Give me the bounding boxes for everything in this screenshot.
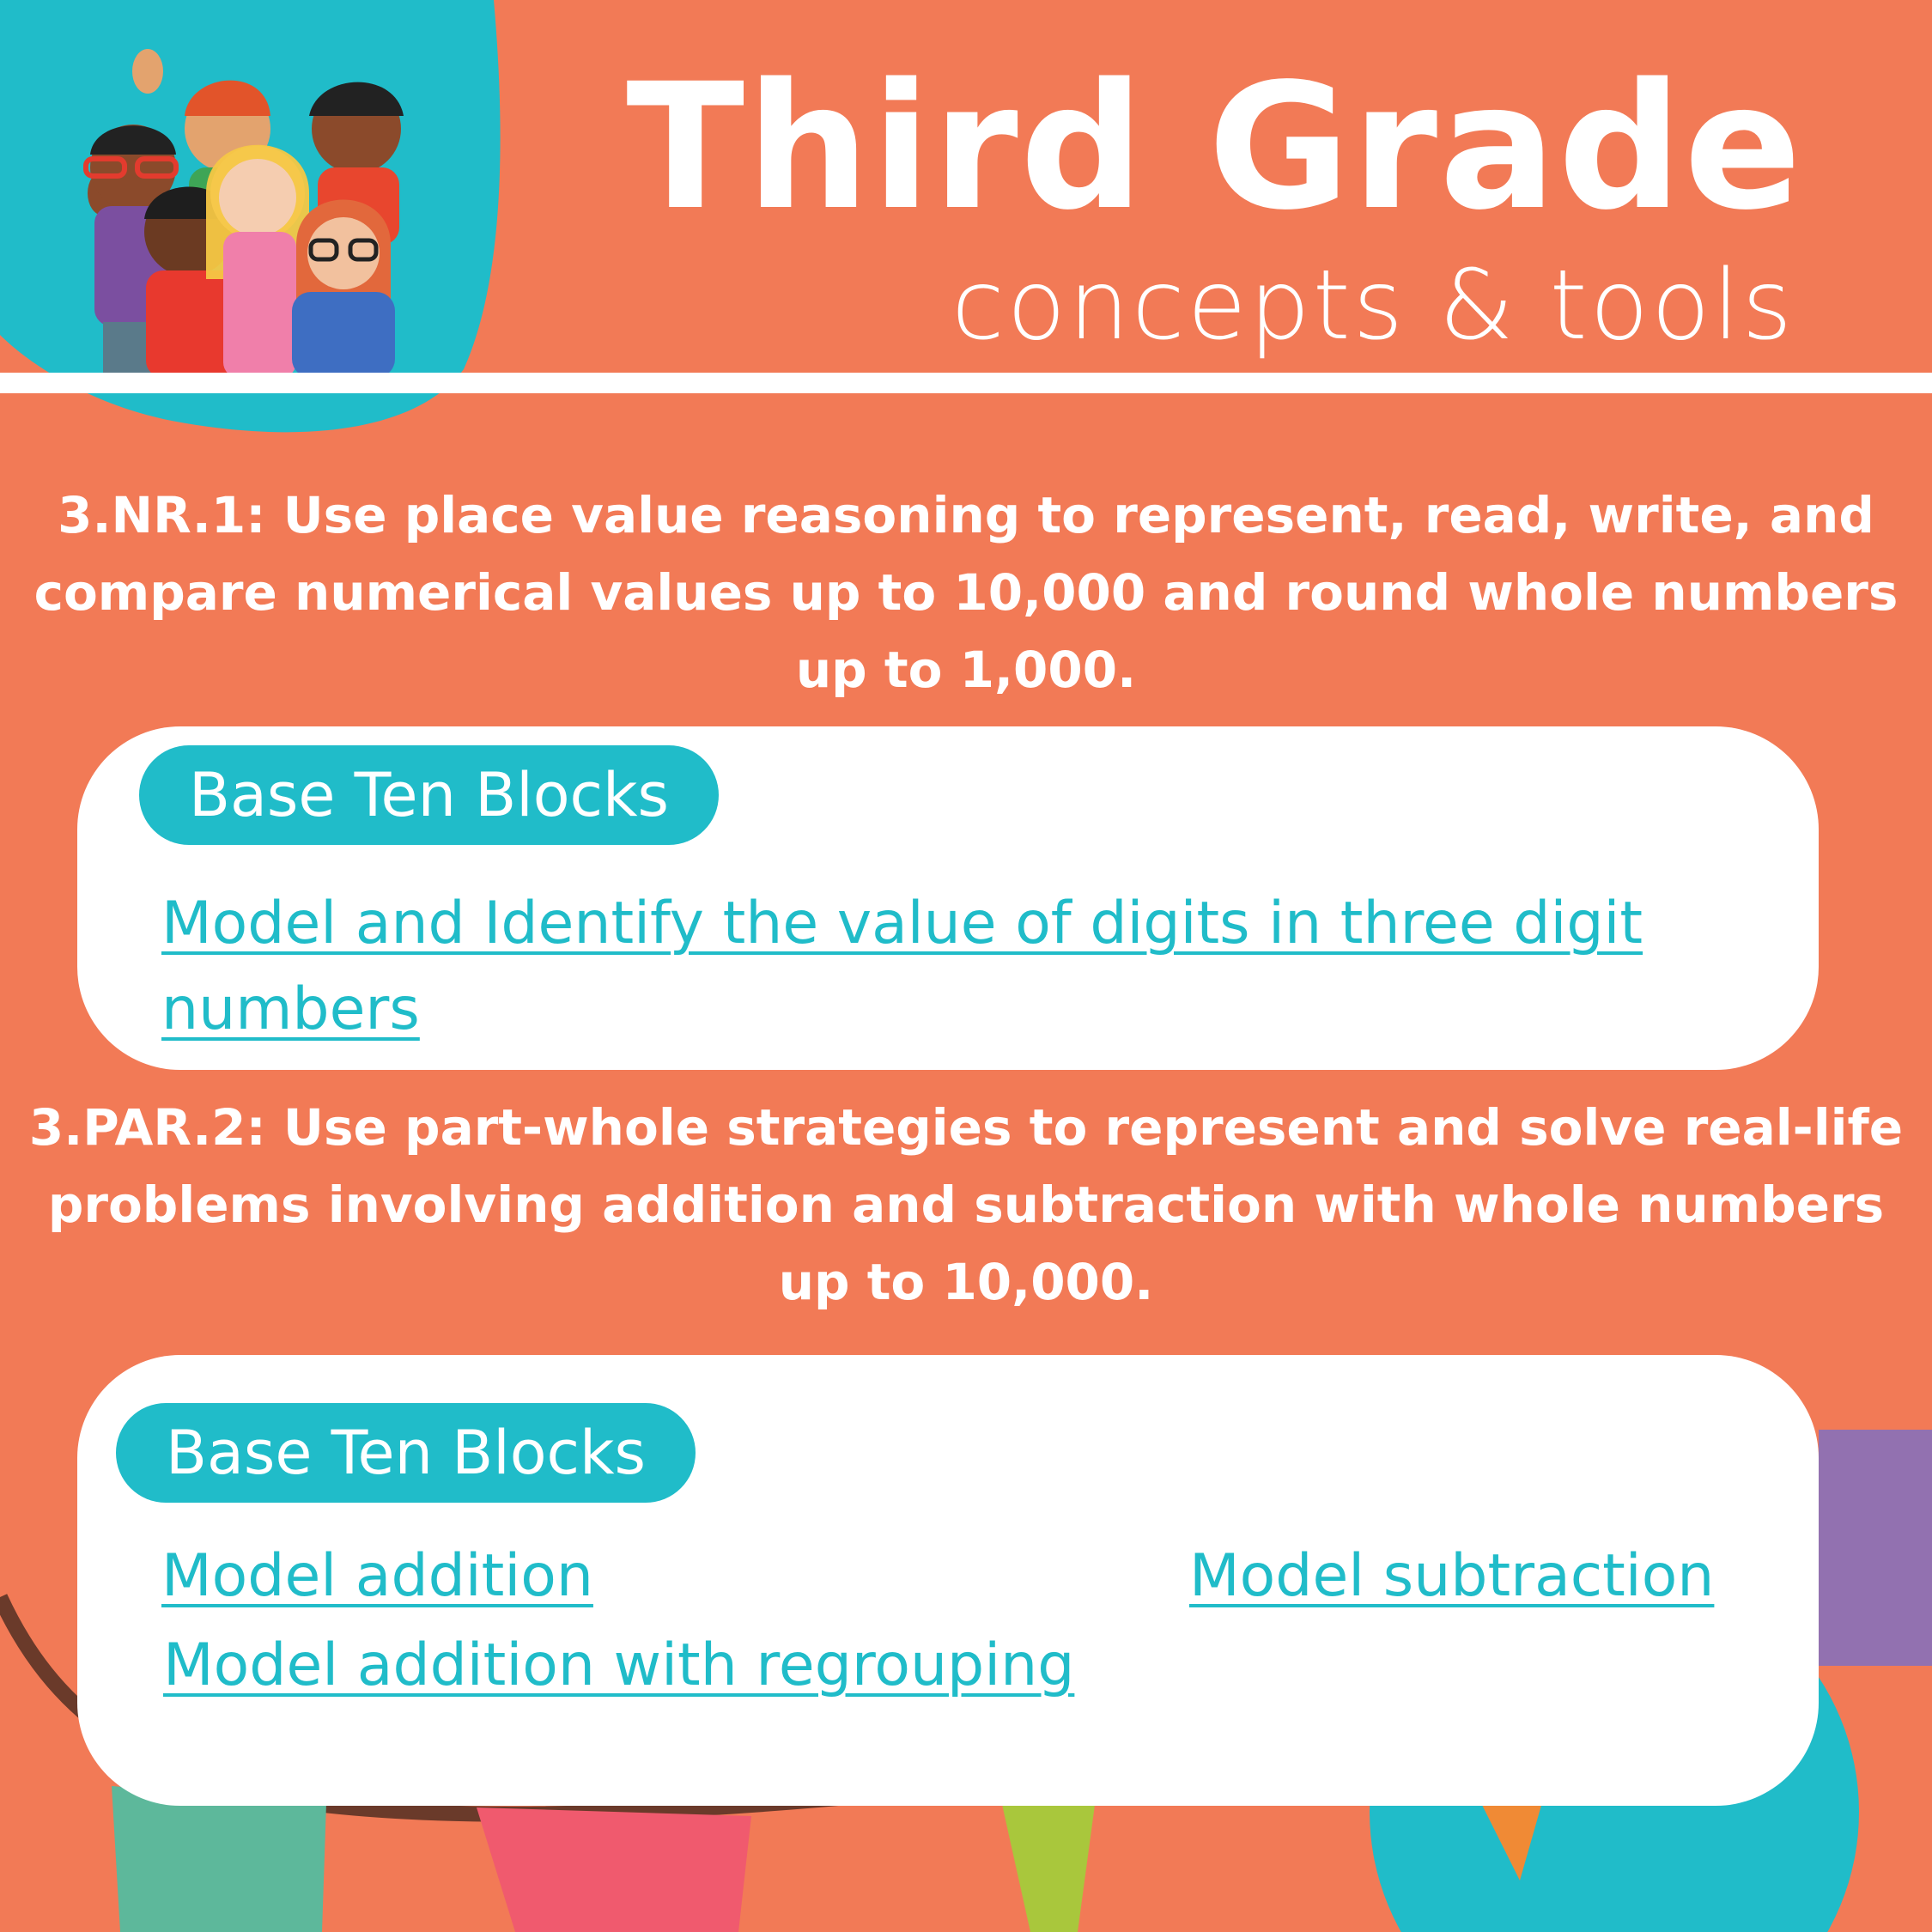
tool-card-2 bbox=[77, 1355, 1819, 1806]
link-model-addition[interactable]: Model addition bbox=[161, 1542, 593, 1610]
pennant-pink bbox=[477, 1807, 751, 1932]
page-subtitle: concepts & tools bbox=[951, 250, 1795, 361]
header-divider bbox=[0, 373, 1932, 393]
link-model-subtraction[interactable]: Model subtraction bbox=[1189, 1542, 1715, 1610]
tool-pill-base-ten-blocks: Base Ten Blocks bbox=[116, 1403, 696, 1503]
link-model-addition-regrouping[interactable]: Model addition with regrouping bbox=[163, 1631, 1075, 1699]
page-title: Third Grade bbox=[626, 46, 1803, 248]
standard-3nr1: 3.NR.1: Use place value reasoning to represent, read, write, and compare numerical values up to 10,000 and round whole numbers up to 1,000. bbox=[33, 486, 1899, 699]
standard-3par2: 3.PAR.2: Use part-whole strategies to represent and solve real-life problems involving addition and subtraction with whole numbers up to 10,000. bbox=[28, 1098, 1904, 1311]
children-illustration bbox=[77, 47, 524, 391]
tool-pill-base-ten-blocks: Base Ten Blocks bbox=[139, 745, 719, 845]
purple-block bbox=[1819, 1430, 1932, 1666]
tool-card-1 bbox=[77, 726, 1819, 1070]
pennant-green bbox=[112, 1786, 326, 1932]
link-model-identify-digits[interactable]: Model and Identify the value of digits in three digit numbers bbox=[161, 890, 1643, 1043]
